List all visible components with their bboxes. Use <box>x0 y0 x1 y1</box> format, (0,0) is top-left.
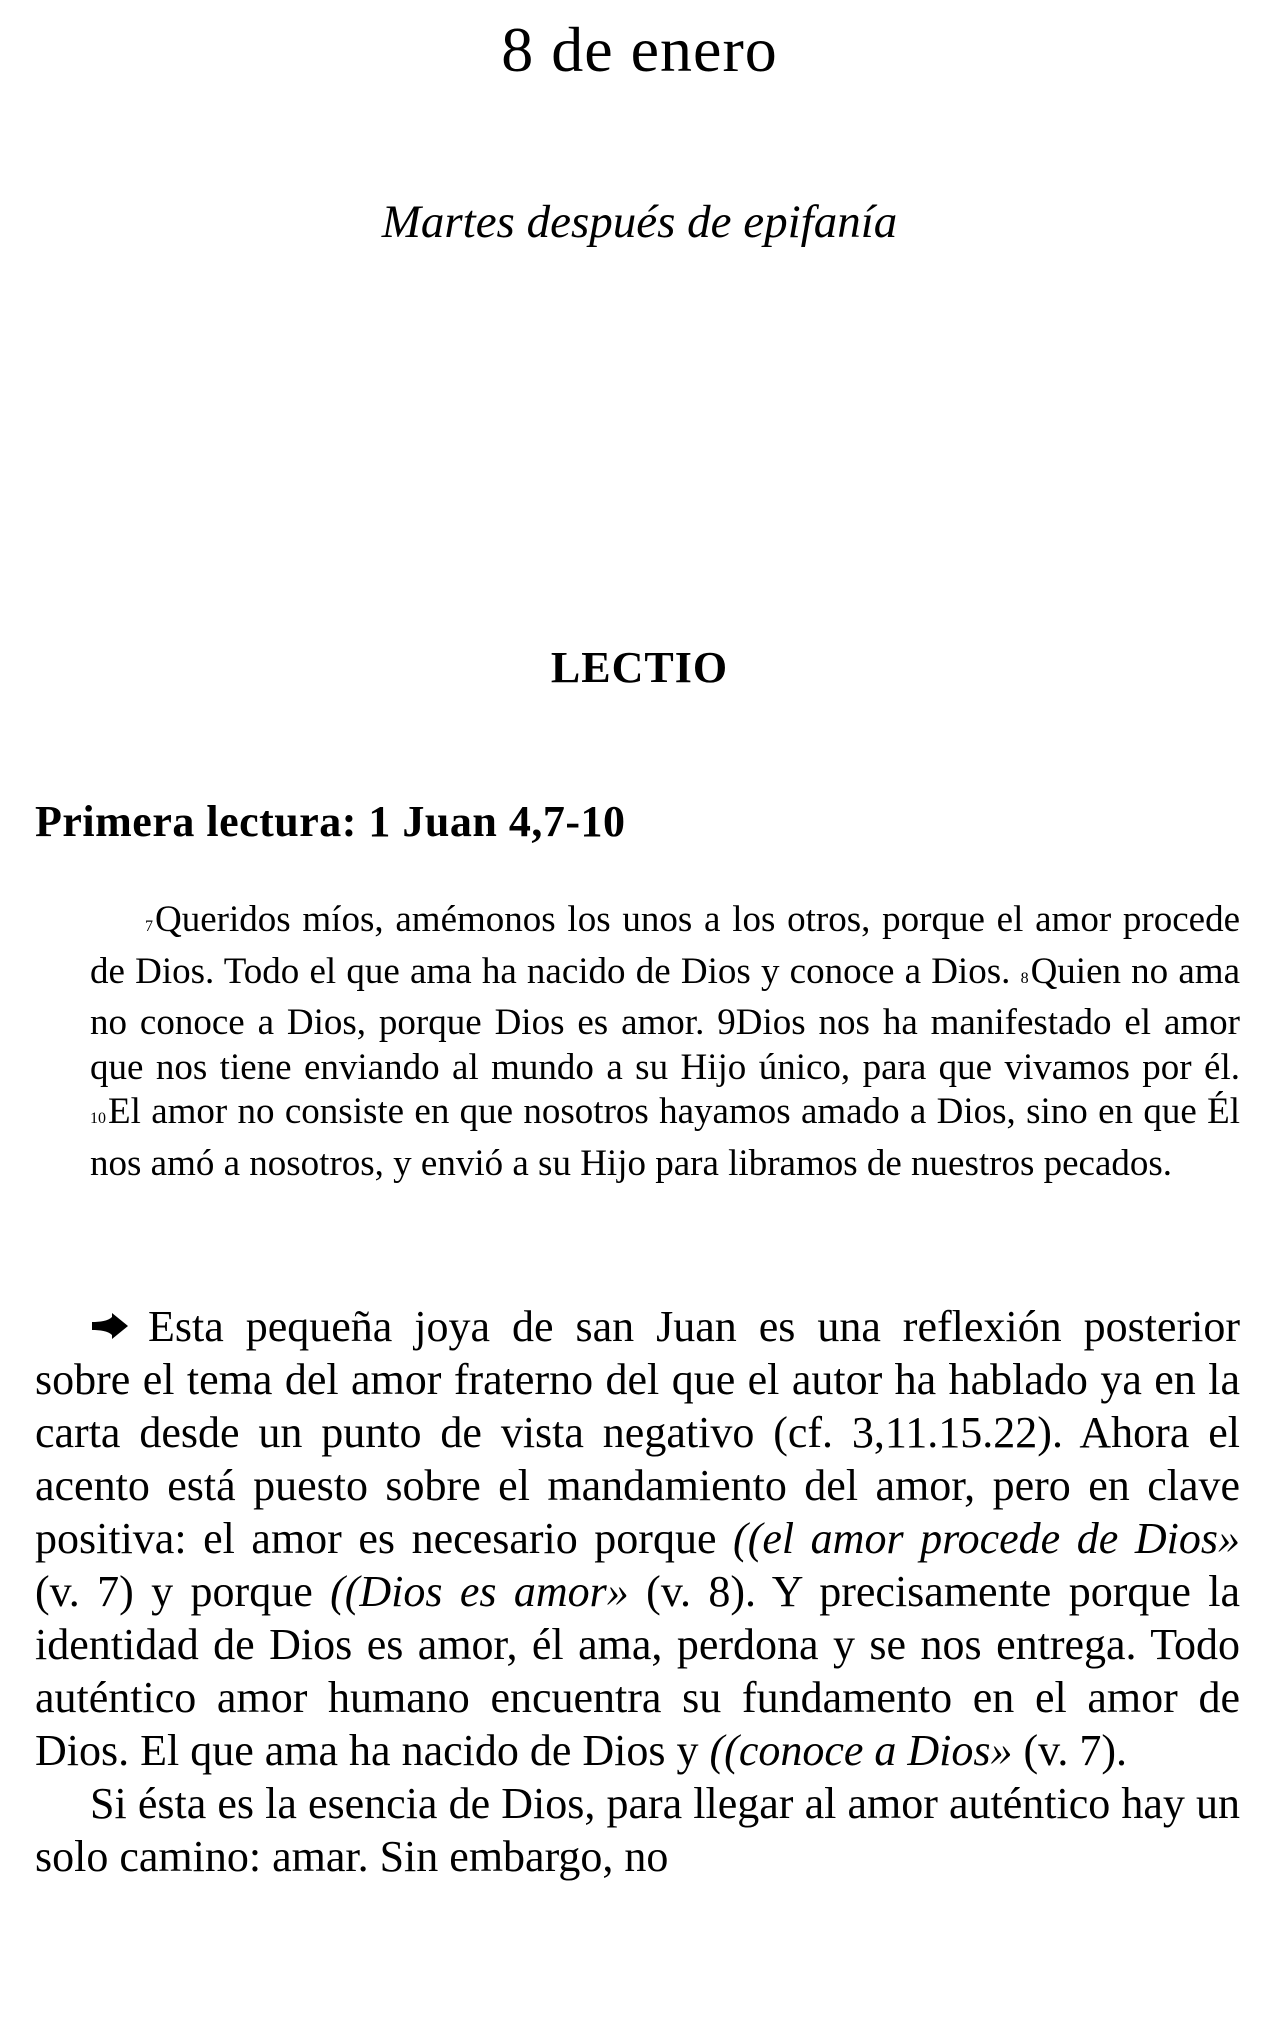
quote-conoce-a-dios: ((conoce a Dios» <box>709 1726 1013 1775</box>
verse-8-text: Quien no ama no conoce a Dios, porque Dios es amor. 9Dios nos ha manifestado el amor que nos tiene enviando al mundo a su Hijo único, para que vivamos por él. <box>90 950 1240 1088</box>
verse-number-7: 7 <box>145 918 153 935</box>
verse-number-10: 10 <box>90 1110 106 1127</box>
commentary-paragraph-2: Si ésta es la esencia de Dios, para llegar al amor auténtico hay un solo camino: amar. Sin embargo, no <box>35 1779 1240 1881</box>
arrow-right-icon <box>90 1313 128 1339</box>
scripture-passage <box>90 898 1240 1186</box>
commentary <box>35 1300 1240 1883</box>
section-heading-lectio: LECTIO <box>550 643 729 692</box>
reading-heading: Primera lectura: 1 Juan 4,7-10 <box>35 797 626 846</box>
commentary-text-b: (v. 7) y porque <box>35 1567 331 1616</box>
commentary-paragraph-1 <box>35 1300 1240 1777</box>
quote-dios-es-amor: ((Dios es amor» <box>330 1567 629 1616</box>
commentary-text-d: (v. 7). <box>1012 1726 1127 1775</box>
verse-10-text: El amor no consiste en que nosotros hayamos amado a Dios, sino en que Él nos amó a nosotros, y envió a su Hijo para libramos de nuestros pecados. <box>90 1091 1240 1184</box>
page-title: 8 de enero <box>501 14 778 85</box>
quote-amor-procede: ((el amor procede de Dios» <box>733 1514 1240 1563</box>
page-subtitle: Martes después de epifanía <box>381 196 898 248</box>
scripture-paragraph <box>90 898 1240 1186</box>
commentary-text-c: (v. 8). Y precisamente porque la identidad de Dios es amor, él ama, perdona y se nos entrega. Todo auténtico amor humano encuentra su fundamento en el amor de Dios. El que ama ha nacido de Dios y <box>35 1567 1240 1775</box>
verse-number-8: 8 <box>1020 969 1029 987</box>
commentary-text-a: Esta pequeña joya de san Juan es una reflexión posterior sobre el tema del amor fraterno del que el autor ha hablado ya en la carta desde un punto de vista negativo (cf. 3,11.15.22). Ahora el acento está puesto sobre el mandamiento del amor, pero en clave positiva: el amor es necesario porque <box>35 1302 1240 1563</box>
verse-7-text: Queridos míos, amémonos los unos a los otros, porque el amor procede de Dios. Todo el que ama ha nacido de Dios y conoce a Dios. <box>90 899 1240 992</box>
